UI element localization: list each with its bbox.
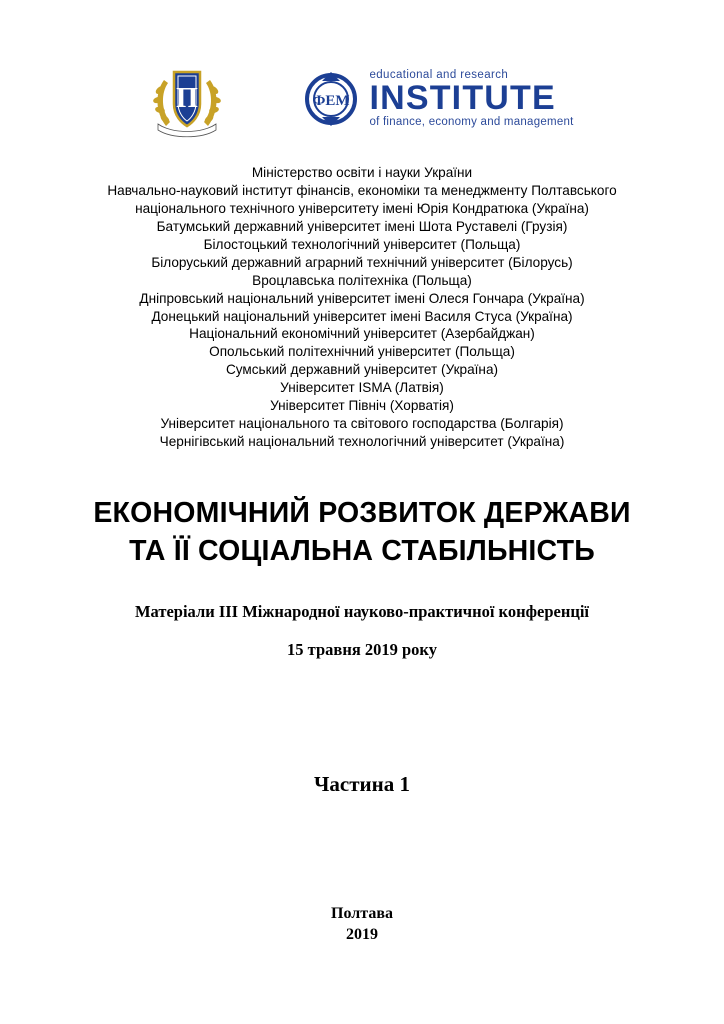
organization-line: Університет національного та світового господарства (Болгарія) bbox=[160, 416, 564, 432]
organization-line: Університет ISMA (Латвія) bbox=[280, 380, 444, 396]
organization-line: Сумський державний університет (Україна) bbox=[225, 362, 499, 378]
organization-line: Вроцлавська політехніка (Польща) bbox=[252, 272, 472, 288]
institute-bottom-text: of finance, economy and management bbox=[369, 115, 574, 128]
logo-row bbox=[0, 0, 724, 142]
institute-top-text: educational and research bbox=[369, 68, 509, 81]
institute-logo bbox=[302, 70, 573, 128]
organization-line: національного технічного університету імені Юрія Кондратюка (Україна) bbox=[135, 200, 589, 216]
organization-line: Білоруський державний аграрний технічний університет (Білорусь) bbox=[151, 254, 573, 270]
imprint bbox=[0, 903, 724, 946]
page-title-line-1: ЕКОНОМІЧНИЙ РОЗВИТОК ДЕРЖАВИ bbox=[93, 497, 631, 529]
svg-text:П: П bbox=[176, 83, 199, 114]
organization-line: Батумський державний університет імені Шота Руставелі (Грузія) bbox=[156, 218, 568, 234]
imprint-city: Полтава bbox=[331, 904, 393, 922]
organization-line: Дніпровський національний університет імені Олеся Гончара (Україна) bbox=[139, 290, 585, 306]
organization-line: Міністерство освіти і науки України bbox=[251, 165, 473, 180]
institute-mark-icon bbox=[302, 70, 360, 128]
imprint-year: 2019 bbox=[346, 926, 378, 944]
conference-date: 15 травня 2019 року bbox=[287, 640, 437, 660]
organization-line: Білостоцький технологічний університет (Польща) bbox=[203, 236, 521, 252]
institute-wordmark bbox=[369, 70, 573, 128]
page-title bbox=[0, 495, 724, 570]
organization-line: Навчально-науковий інститут фінансів, економіки та менеджменту Полтавського bbox=[107, 182, 617, 198]
organization-line: Чернігівський національний технологічний університет (Україна) bbox=[159, 434, 565, 450]
institute-main-text: INSTITUTE bbox=[369, 79, 556, 118]
organization-line: Донецький національний університет імені Василя Стуса (Україна) bbox=[151, 308, 573, 324]
conference-subtitle: Матеріали III Міжнародної науково-практичної конференції bbox=[134, 602, 590, 622]
organization-line: Університет Північ (Хорватія) bbox=[270, 398, 454, 414]
university-emblem-icon bbox=[150, 60, 224, 138]
organization-line: Національний економічний університет (Азербайджан) bbox=[189, 326, 535, 342]
organizations-list bbox=[0, 164, 724, 451]
page-title-line-2: ТА ЇЇ СОЦІАЛЬНА СТАБІЛЬНІСТЬ bbox=[129, 534, 595, 567]
organization-line: Опольський політехнічний університет (Польща) bbox=[209, 344, 515, 360]
volume-part-label: Частина 1 bbox=[314, 772, 410, 797]
svg-text:ФЕМ: ФЕМ bbox=[312, 92, 350, 109]
